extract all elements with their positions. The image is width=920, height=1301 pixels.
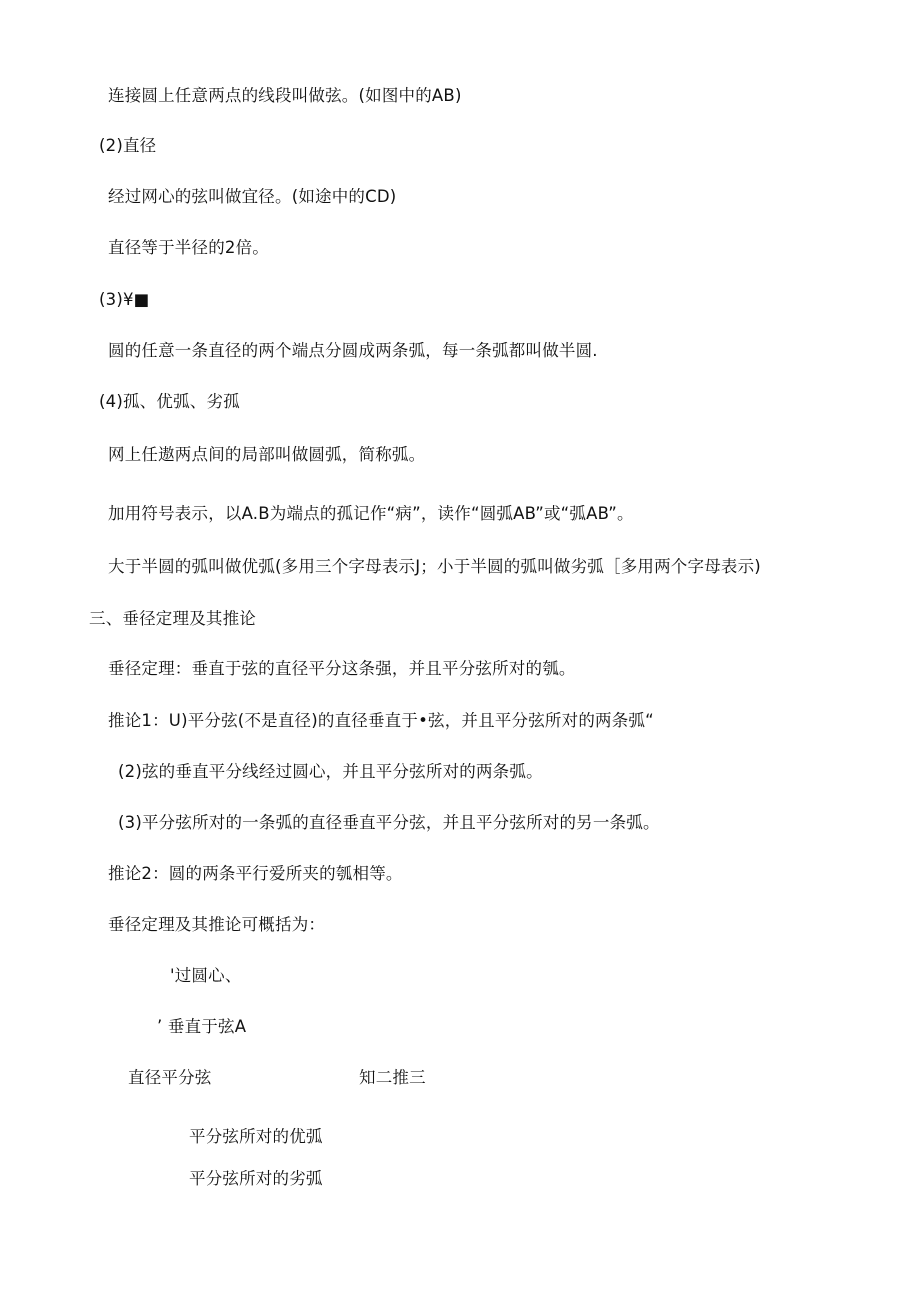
semicircle-heading: (3)¥■: [99, 290, 150, 309]
arc-definition: 网上任遨两点间的局部叫做圆弧，简称弧。: [108, 445, 426, 464]
corollary-2: 推论2：圆的两条平行爱所夹的瓠相等。: [108, 864, 403, 883]
summary-item-bisects-minor-arc: 平分弦所对的劣弧: [189, 1169, 323, 1188]
summary-know-two-deduce-three: 知二推三: [359, 1068, 426, 1087]
summary-item-through-center: '过圆心、: [170, 966, 242, 985]
major-minor-arc-definition: 大于半圆的弧叫做优弧(多用三个字母表示J；小于半圆的弧叫做劣弧［多用两个字母表示): [108, 557, 761, 576]
diameter-definition: 经过网心的弦叫做宜径。(如途中的CD): [108, 187, 397, 206]
chord-definition: 连接圆上任意两点的线段叫做弦。(如图中的AB): [108, 86, 462, 105]
section-heading-perpendicular-diameter: 三、垂径定理及其推论: [89, 609, 256, 628]
corollary-1-part-3: (3)平分弦所对的一条弧的直径垂直平分弦，并且平分弦所对的另一条弧。: [118, 813, 660, 832]
arc-heading: (4)孤、优弧、劣孤: [99, 392, 240, 411]
semicircle-definition: 圆的任意一条直径的两个端点分圆成两条弧，每一条弧都叫做半圆.: [108, 341, 598, 360]
corollary-1-part-1: 推论1：U)平分弦(不是直径)的直径垂直于•弦，并且平分弦所对的两条弧“: [108, 711, 654, 730]
diameter-radius-relation: 直径等于半径的2倍。: [108, 238, 269, 257]
diameter-heading: (2)直径: [99, 136, 157, 155]
summary-intro: 垂径定理及其推论可概括为：: [108, 915, 326, 934]
arc-notation: 加用符号表示，以A.B为端点的孤记作“病”，读作“圆弧AB”或“弧AB”。: [108, 504, 634, 523]
summary-item-diameter-bisects-chord: 直径平分弦: [128, 1068, 212, 1087]
corollary-1-part-2: (2)弦的垂直平分线经过圆心，并且平分弦所对的两条弧。: [118, 762, 543, 781]
summary-item-bisects-major-arc: 平分弦所对的优弧: [189, 1127, 323, 1146]
summary-item-perpendicular-to-chord: ’ 垂直于弦A: [157, 1017, 247, 1036]
perpendicular-diameter-theorem: 垂径定理：垂直于弦的直径平分这条强，并且平分弦所对的瓠。: [108, 659, 576, 678]
